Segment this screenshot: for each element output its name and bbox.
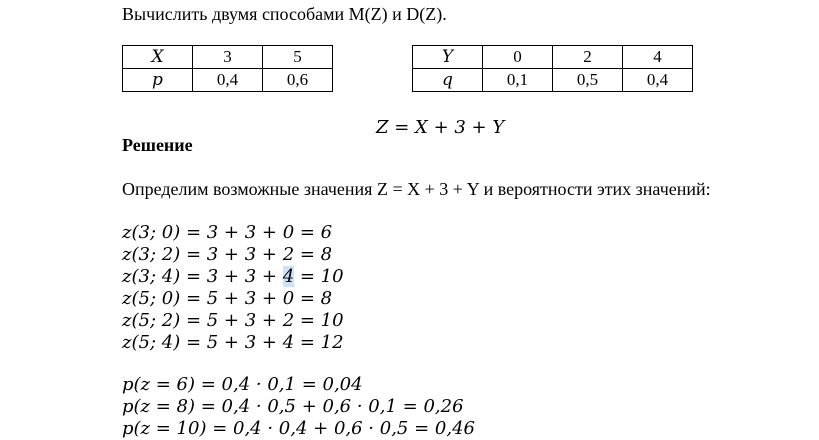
table-cell: p [123,69,193,92]
table-row [123,69,333,92]
value-line-prefix: z(3; 4) = 3 + 3 + [122,266,283,287]
table-cell: 0,4 [193,69,263,92]
distribution-table-y [412,45,693,92]
definition-formula: Z = X + 3 + Y [376,117,505,138]
table-cell: 2 [553,46,623,69]
table-row [123,46,333,69]
table-cell: X [123,46,193,69]
selection-highlight: 4 [282,266,295,287]
table-cell: 0,1 [483,69,553,92]
value-line: z(3; 2) = 3 + 3 + 2 = 8 [122,244,333,265]
table-cell: 0 [483,46,553,69]
table-cell: 0,5 [553,69,623,92]
task-statement: Вычислить двумя способами M(Z) и D(Z). [122,4,447,24]
distribution-table-x [122,45,333,92]
value-line: z(5; 2) = 5 + 3 + 2 = 10 [122,310,344,331]
table-cell: Y [413,46,483,69]
table-row [413,69,693,92]
probability-line: p(z = 8) = 0,4 · 0,5 + 0,6 · 0,1 = 0,26 [122,396,464,417]
intro-text: Определим возможные значения Z = X + 3 + Y и вероятности этих значений: [122,179,711,199]
table-cell: 3 [193,46,263,69]
value-line [122,266,344,288]
value-line-suffix: = 10 [294,266,344,287]
table-cell: 0,6 [263,69,333,92]
probability-line: p(z = 10) = 0,4 · 0,4 + 0,6 · 0,5 = 0,46 [122,418,475,439]
table-cell: q [413,69,483,92]
table-row [413,46,693,69]
value-line: z(5; 0) = 5 + 3 + 0 = 8 [122,288,333,309]
value-line: z(3; 0) = 3 + 3 + 0 = 6 [122,222,333,243]
table-cell: 0,4 [623,69,693,92]
value-line: z(5; 4) = 5 + 3 + 4 = 12 [122,332,344,353]
table-cell: 5 [263,46,333,69]
probability-line: p(z = 6) = 0,4 · 0,1 = 0,04 [122,374,363,395]
table-cell: 4 [623,46,693,69]
solution-heading: Решение [122,135,193,155]
